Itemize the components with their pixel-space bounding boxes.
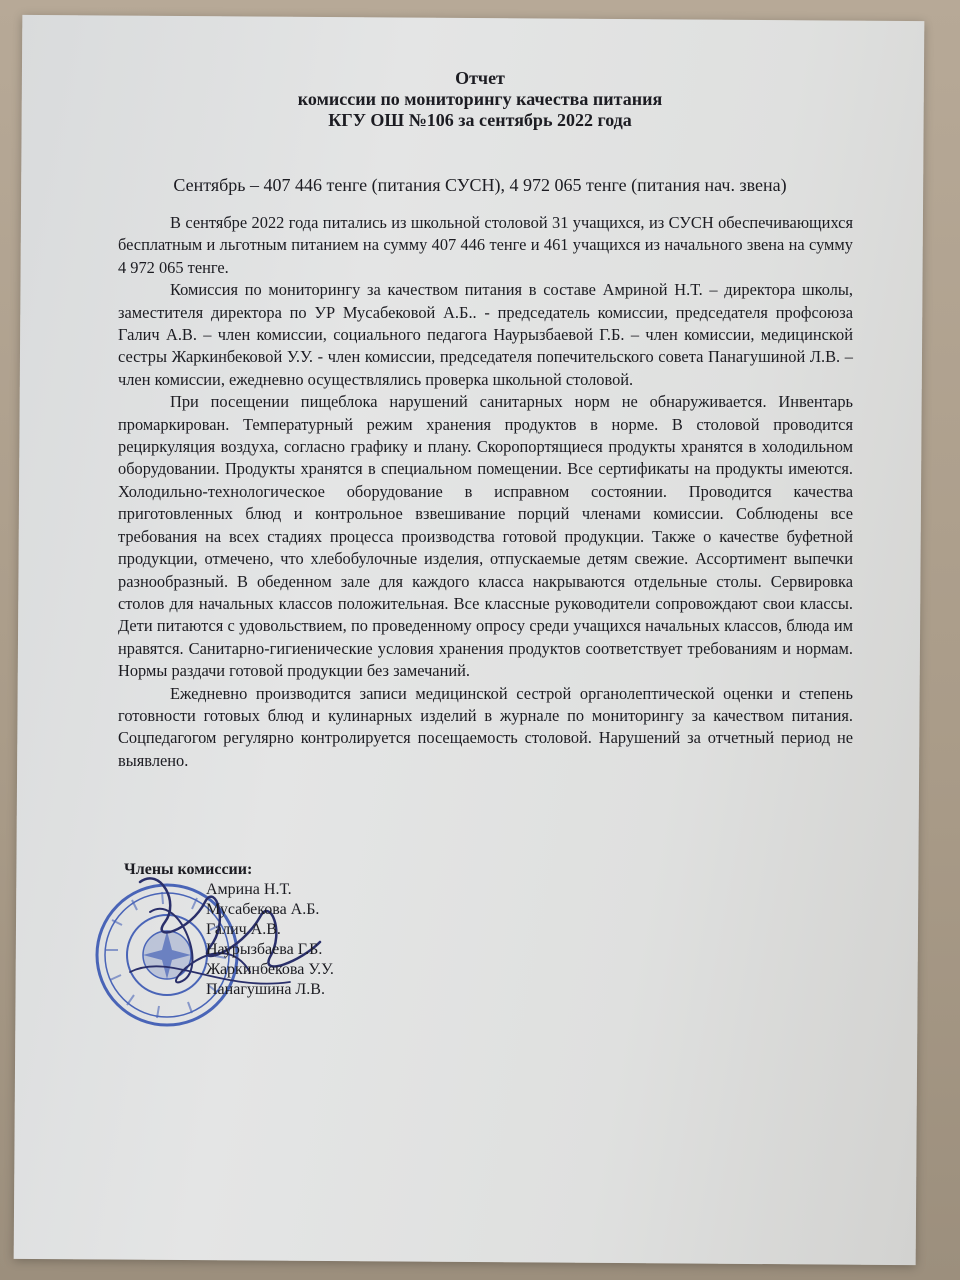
- paragraph-meals: В сентябре 2022 года питались из школьной столовой 31 учащихся, из СУСН обеспечивающихся бесплатным и льготным питанием на сумму 407 446 тенге и 461 учащихся из начального звена на сумму 4 972 065 тенге.: [118, 213, 853, 277]
- paragraph-commission: Комиссия по мониторингу за качеством питания в составе Амриной Н.Т. – директора школы, заместителя директора по УР Мусабековой А.Б.. - председатель комиссии, председателя профсоюза Галич А.В. – член комиссии, социального педагога Наурызбаевой Г.Б. – член комиссии, медицинской сестры Жаркинбековой У.У. - член комиссии, председателя попечительского совета Панагушиной Л.В. – член комиссии, ежедневно осуществлялись проверка школьной столовой.: [118, 280, 853, 389]
- title-line-report: Отчет: [455, 68, 505, 88]
- member-name: Жаркинбекова У.У.: [206, 961, 334, 978]
- title-line-commission: комиссии по мониторингу качества питания: [297, 89, 663, 109]
- member-name: Галич А.В.: [206, 921, 281, 938]
- paragraph-inspection: При посещении пищеблока нарушений санитарных норм не обнаруживается. Инвентарь промаркирован. Температурный режим хранения продуктов в норме. В столовой проводится рециркуляция воздуха, согласно графику и плану. Скоропортящиеся продукты хранятся в холодильном оборудовании. Продукты хранятся в специальном помещении. Все сертификаты на продукты имеются. Холодильно-технологическое оборудование в исправном состоянии. Проводится качества приготовленных блюд и контрольное взвешивание порций членами комиссии. Соблюдены все требования на всех стадиях процесса производства готовой продукции. Также о качестве буфетной продукции, отмечено, что хлебобулочные изделия, отпускаемые детям свежие. Ассортимент выпечки разнообразный. В обеденном зале для каждого класса накрываются отдельные столы. Сервировка столов для начальных классов положительная. Все классные руководители сопровождают свои классы. Дети питаются с удовольствием, по проведенному опросу среди учащихся начальных классов, блюда им нравятся. Санитарно-гигиенические условия хранения продуктов соответствует требованиям и нормам. Нормы раздачи готовой продукции без замечаний.: [118, 392, 853, 681]
- budget-summary: Сентябрь – 407 446 тенге (питания СУСН), 4 972 065 тенге (питания нач. звена): [173, 175, 787, 195]
- title-line-school: КГУ ОШ №106 за сентябрь 2022 года: [328, 110, 632, 130]
- report-body: [118, 212, 853, 772]
- members-heading: Члены комиссии:: [124, 861, 253, 878]
- member-name: Амрина Н.Т.: [206, 881, 292, 898]
- member-name: Мусабекова А.Б.: [206, 901, 320, 918]
- member-name: Панагушина Л.В.: [206, 981, 325, 998]
- member-name: Наурызбаева Г.Б.: [206, 941, 323, 958]
- document-title: [0, 68, 960, 131]
- commission-members: [124, 860, 334, 1000]
- paragraph-records: Ежедневно производится записи медицинской сестрой органолептической оценки и степень готовности готовых блюд и кулинарных изделий в журнале по мониторингу за качеством питания. Соцпедагогом регулярно контролируется посещаемость столовой. Нарушений за отчетный период не выявлено.: [118, 683, 853, 770]
